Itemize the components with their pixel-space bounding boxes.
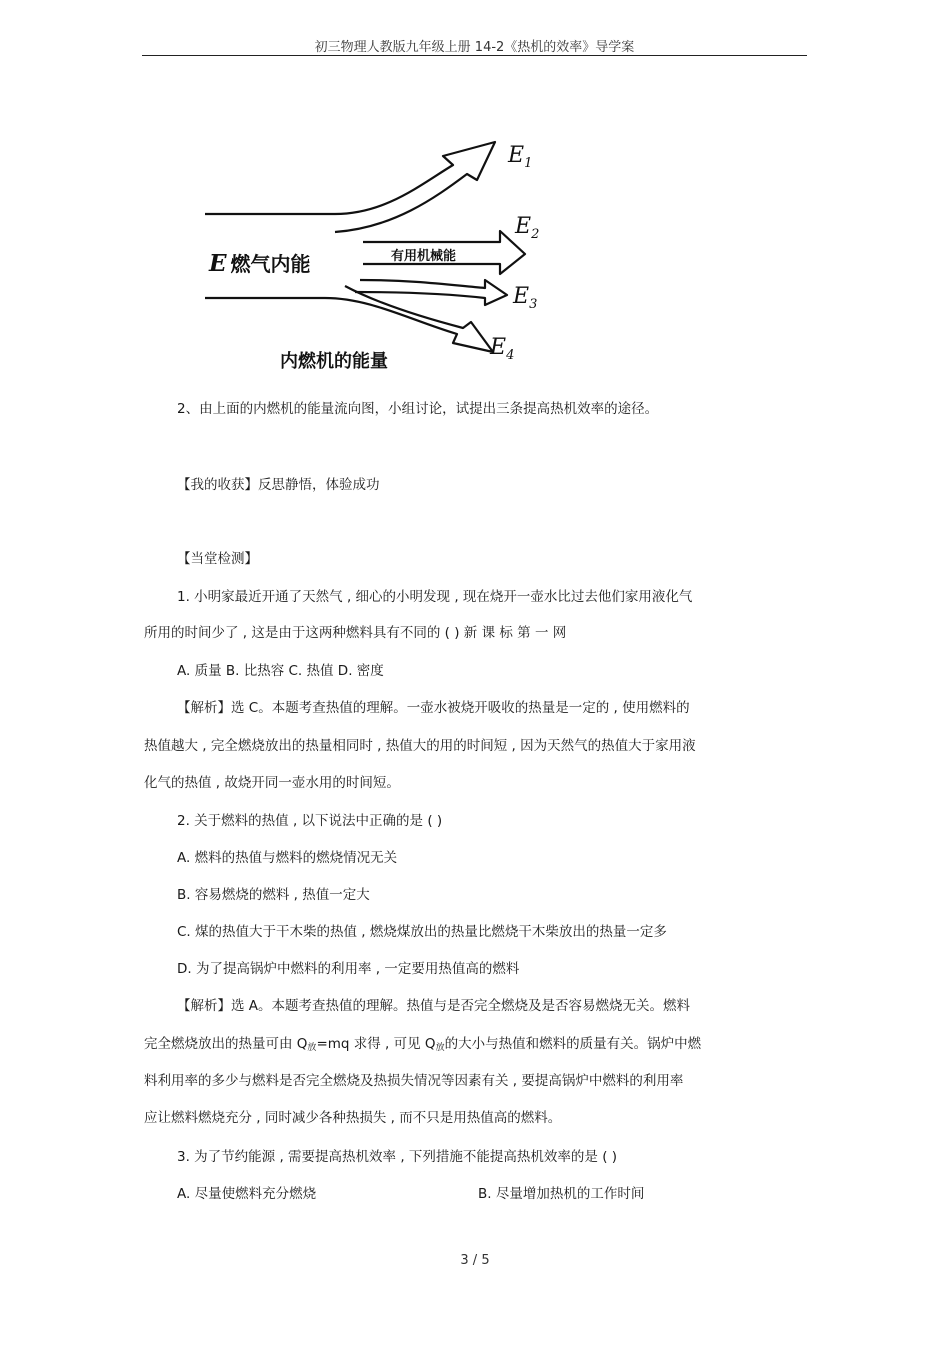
e3-label: $E_3$ — [513, 284, 538, 312]
problem-2-option-b: B. 容易燃烧的燃料 , 热值一定大 — [177, 887, 370, 903]
page-number: 3 / 5 — [460, 1253, 490, 1268]
e1-arrow — [205, 142, 495, 232]
problem-3-option-b: B. 尽量增加热机的工作时间 — [478, 1186, 645, 1202]
answer-2-line-2: 完全燃烧放出的热量可由 $Q_放=mq$ 求得 , 可见 $Q_放$的大小与热值和燃料的质量有关。锅炉中燃 — [144, 1036, 702, 1053]
problem-1-line-1: 1. 小明家最近开通了天然气 , 细心的小明发现 , 现在烧开一壶水比过去他们家用液化气 — [177, 589, 693, 605]
e2-label: $E_2$ — [515, 214, 540, 242]
problem-3-option-a: A. 尽量使燃料充分燃烧 — [177, 1186, 317, 1202]
e1-label: $E_1$ — [508, 143, 533, 171]
useful-energy-label: 有用机械能 — [391, 249, 457, 264]
test-heading: 【当堂检测】 — [177, 551, 258, 567]
answer-2-line-3: 料利用率的多少与燃料是否完全燃烧及热损失情况等因素有关 , 要提高锅炉中燃料的利用率 — [144, 1073, 684, 1089]
problem-2-option-a: A. 燃料的热值与燃料的燃烧情况无关 — [177, 850, 398, 866]
page-header: 初三物理人教版九年级上册 14-2《热机的效率》导学案 — [314, 40, 635, 55]
e4-label: $E_4$ — [490, 335, 515, 363]
answer-1-line-3: 化气的热值 , 故烧开同一壶水用的时间短。 — [144, 775, 400, 791]
answer-2-line-1: 【解析】选 A。本题考查热值的理解。热值与是否完全燃烧及是否容易燃烧无关。燃料 — [177, 998, 691, 1014]
question-2-discussion: 2、由上面的内燃机的能量流向图，小组讨论，试提出三条提高热机效率的途径。 — [177, 401, 659, 417]
header-rule — [142, 55, 807, 56]
problem-1-options: A. 质量 B. 比热容 C. 热值 D. 密度 — [177, 663, 384, 679]
answer-1-line-1: 【解析】选 C。本题考查热值的理解。一壶水被烧开吸收的热量是一定的 , 使用燃料的 — [177, 700, 690, 716]
energy-flow-diagram — [195, 130, 555, 380]
diagram-caption: 内燃机的能量 — [280, 351, 388, 372]
answer-2-line-4: 应让燃料燃烧充分 , 同时减少各种热损失 , 而不只是用热值高的燃料。 — [144, 1110, 562, 1126]
problem-2-option-d: D. 为了提高锅炉中燃料的利用率 , 一定要用热值高的燃料 — [177, 961, 520, 977]
answer-1-line-2: 热值越大 , 完全燃烧放出的热量相同时 , 热值大的用的时间短 , 因为天然气的热值大于家用液 — [144, 738, 696, 754]
problem-3-stem: 3. 为了节约能源 , 需要提高热机效率 , 下列措施不能提高热机效率的是 ( ) — [177, 1149, 618, 1165]
problem-2-option-c: C. 煤的热值大于干木柴的热值 , 燃烧煤放出的热量比燃烧干木柴放出的热量一定多 — [177, 924, 667, 940]
source-label: E 燃气内能 — [209, 250, 311, 277]
problem-1-line-2: 所用的时间少了 , 这是由于这两种燃料具有不同的 ( ) 新 课 标 第 一 网 — [144, 625, 567, 641]
problem-2-stem: 2. 关于燃料的热值 , 以下说法中正确的是 ( ) — [177, 813, 443, 829]
harvest-heading: 【我的收获】反思静悟，体验成功 — [177, 477, 380, 493]
